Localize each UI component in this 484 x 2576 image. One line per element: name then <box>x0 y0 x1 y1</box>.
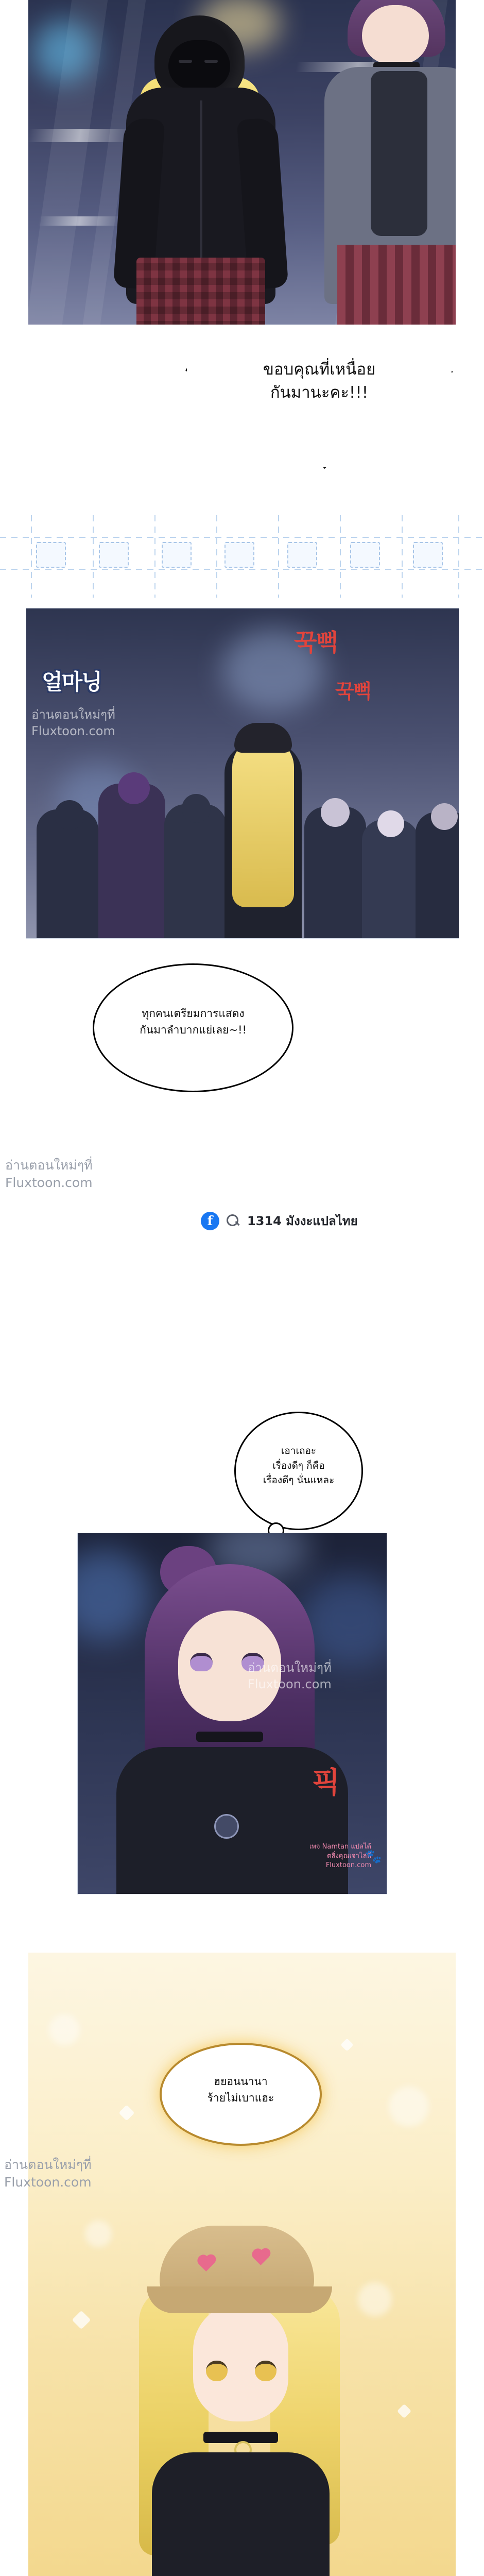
facebook-icon[interactable]: f <box>201 1212 219 1230</box>
comic-panel-2 <box>26 608 459 939</box>
decorative-grid-strip <box>0 515 484 598</box>
character-blonde-girl <box>129 2226 350 2576</box>
watermark-dark-1: อ่านตอนใหม่ๆที่ Fluxtoon.com <box>5 1158 93 1190</box>
speech-bubble-1 <box>185 322 453 469</box>
bubble-text: ทุกคนเตรียมการแสดง กันมาลำบากแย่เลย~!! <box>140 1007 247 1036</box>
bubble-text: ฮยอนนานา ร้ายไม่เบาแฮะ <box>207 2075 274 2104</box>
watermark-dark-2: อ่านตอนใหม่ๆที่ Fluxtoon.com <box>4 2157 92 2190</box>
watermark-light-2: อ่านตอนใหม่ๆที่ Fluxtoon.com <box>248 1660 332 1692</box>
speech-bubble-2 <box>93 963 293 1092</box>
character-black-hoodie <box>116 15 286 325</box>
comic-panel-3 <box>77 1533 387 1894</box>
comic-panel-1 <box>28 0 456 325</box>
paw-emoji-icon: 🐾 <box>365 1849 382 1864</box>
character-gray-hoodie <box>317 0 456 325</box>
sfx-red-panel3: 픽 <box>312 1766 339 1800</box>
credit-label: 1314 มังงะแปลไทย <box>247 1214 358 1228</box>
bubble-text: เอาเถอะ เรื่องดีๆ ก็คือ เรื่องดีๆ นั่นแหละ <box>263 1445 335 1486</box>
sfx-red-2: 꾹뻑 <box>335 680 371 703</box>
speech-bubble-3 <box>234 1412 363 1530</box>
watermark-light-1: อ่านตอนใหม่ๆที่ Fluxtoon.com <box>31 707 115 739</box>
bubble-text: ขอบคุณที่เหนื่อย กันมานะคะ!!! <box>263 360 376 402</box>
sfx-korean-white: 얼마닝 <box>42 669 101 694</box>
search-icon[interactable] <box>227 1214 240 1228</box>
speech-bubble-4 <box>160 2043 322 2146</box>
credit-bar <box>201 1211 358 1231</box>
translator-signature: เพจ Namtan แปลได้ ตลิ่งคุณเจาไล่ที่ Fluxtoon.com <box>309 1843 371 1870</box>
sfx-red-1: 꾹뻑 <box>294 629 338 656</box>
